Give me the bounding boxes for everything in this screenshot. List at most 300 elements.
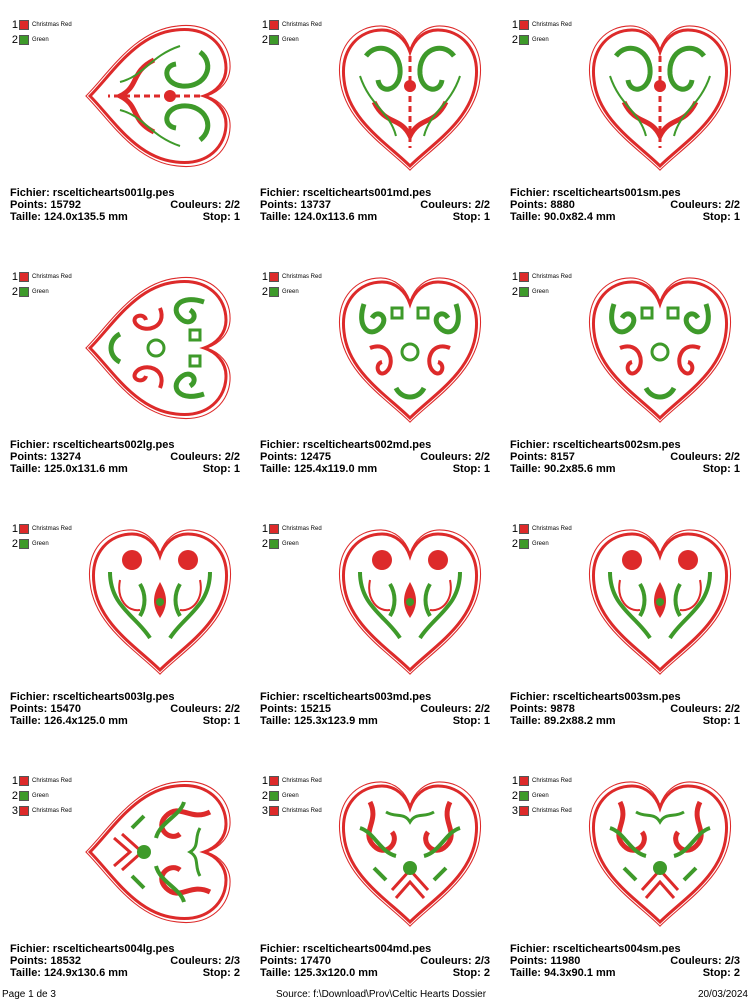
thread-number: 1 xyxy=(261,18,268,31)
file-name-label: Fichier: xyxy=(510,943,553,955)
heart-motif xyxy=(339,26,480,170)
thread-color-name: Christmas Red xyxy=(532,525,572,532)
file-name xyxy=(10,943,174,955)
stop-count-label: Stop: xyxy=(202,967,234,979)
color-count-value: 2/2 xyxy=(724,199,740,211)
info-row-file xyxy=(10,691,240,703)
design-size-label: Taille: xyxy=(510,463,545,475)
thread-legend xyxy=(510,17,572,47)
stop-count-label: Stop: xyxy=(202,211,234,223)
thread-color-name: Green xyxy=(532,36,549,43)
stitch-points xyxy=(10,451,81,463)
thread-color-name: Green xyxy=(32,288,49,295)
info-row-size xyxy=(510,967,740,979)
info-row-points xyxy=(260,451,490,463)
info-row-size xyxy=(10,967,240,979)
color-count-label: Couleurs: xyxy=(170,955,225,967)
thread-legend-row xyxy=(10,773,72,788)
color-count xyxy=(420,703,490,715)
color-count-value: 2/2 xyxy=(724,703,740,715)
thread-color-name: Green xyxy=(32,36,49,43)
stop-count-label: Stop: xyxy=(702,463,734,475)
thread-color-swatch xyxy=(19,524,29,534)
thread-legend xyxy=(510,773,572,818)
design-info xyxy=(10,943,240,979)
thread-legend-row xyxy=(510,803,572,818)
thread-color-swatch xyxy=(269,539,279,549)
stop-count xyxy=(703,967,740,979)
thread-legend-row xyxy=(10,788,72,803)
file-name-label: Fichier: xyxy=(10,943,53,955)
color-count-value: 2/3 xyxy=(724,955,740,967)
info-row-points xyxy=(510,199,740,211)
stitch-points-label: Points: xyxy=(10,955,51,967)
design-info xyxy=(260,439,490,475)
stitch-points-label: Points: xyxy=(260,703,301,715)
design-size xyxy=(510,463,616,475)
file-name xyxy=(260,943,431,955)
thread-number: 2 xyxy=(511,33,518,46)
thread-number: 2 xyxy=(511,789,518,802)
stitch-points-label: Points: xyxy=(260,199,301,211)
thread-color-name: Christmas Red xyxy=(282,525,322,532)
thread-number: 2 xyxy=(511,285,518,298)
embroidery-design-image xyxy=(330,520,490,680)
thread-legend xyxy=(10,773,72,818)
info-row-points xyxy=(10,955,240,967)
color-count xyxy=(670,703,740,715)
design-card xyxy=(500,756,750,1008)
color-count-label: Couleurs: xyxy=(420,703,475,715)
thread-number: 1 xyxy=(511,522,518,535)
stop-count-label: Stop: xyxy=(452,211,484,223)
thread-legend-row xyxy=(260,284,322,299)
info-row-points xyxy=(260,703,490,715)
thread-number: 1 xyxy=(511,270,518,283)
info-row-size xyxy=(10,715,240,727)
file-name-label: Fichier: xyxy=(10,691,53,703)
color-count-label: Couleurs: xyxy=(170,199,225,211)
info-row-file xyxy=(10,187,240,199)
file-name-label: Fichier: xyxy=(260,187,303,199)
thread-color-swatch xyxy=(269,791,279,801)
stitch-points-label: Points: xyxy=(510,451,551,463)
design-card xyxy=(250,252,500,504)
color-count xyxy=(420,199,490,211)
file-name xyxy=(10,439,174,451)
stop-count-label: Stop: xyxy=(702,967,734,979)
stop-count-value: 2 xyxy=(733,967,740,979)
thread-number: 2 xyxy=(511,537,518,550)
info-row-points xyxy=(510,451,740,463)
thread-color-name: Christmas Red xyxy=(32,21,72,28)
info-row-file xyxy=(510,187,740,199)
design-info xyxy=(10,439,240,475)
stop-count-value: 1 xyxy=(733,463,740,475)
thread-legend-row xyxy=(510,773,572,788)
page-footer xyxy=(0,987,750,1003)
design-card xyxy=(250,756,500,1008)
color-count-value: 2/2 xyxy=(724,451,740,463)
stop-count-label: Stop: xyxy=(452,967,484,979)
file-name-value: rsceltichearts003sm.pes xyxy=(552,691,681,703)
stitch-points-value: 8157 xyxy=(550,451,575,463)
stop-count-value: 2 xyxy=(233,967,240,979)
thread-color-swatch xyxy=(19,287,29,297)
stitch-points-label: Points: xyxy=(260,955,301,967)
thread-number: 1 xyxy=(511,18,518,31)
stop-count xyxy=(703,715,740,727)
embroidery-design-image xyxy=(330,16,490,176)
thread-color-swatch xyxy=(269,287,279,297)
thread-legend-row xyxy=(10,521,72,536)
file-name xyxy=(260,187,431,199)
embroidery-design-image xyxy=(580,268,740,428)
info-row-file xyxy=(260,439,490,451)
stop-count-label: Stop: xyxy=(452,463,484,475)
color-count xyxy=(420,955,490,967)
thread-legend xyxy=(510,521,572,551)
thread-number: 1 xyxy=(11,774,18,787)
design-size-value: 89.2x88.2 mm xyxy=(544,715,616,727)
thread-color-swatch xyxy=(269,35,279,45)
thread-number: 1 xyxy=(261,522,268,535)
thread-legend-row xyxy=(260,536,322,551)
stitch-points xyxy=(510,955,580,967)
thread-number: 2 xyxy=(11,33,18,46)
thread-color-name: Christmas Red xyxy=(532,807,572,814)
stitch-points xyxy=(260,451,331,463)
info-row-points xyxy=(510,703,740,715)
thread-color-name: Christmas Red xyxy=(282,807,322,814)
stitch-points-label: Points: xyxy=(10,199,51,211)
thread-number: 1 xyxy=(261,270,268,283)
thread-color-name: Christmas Red xyxy=(32,273,72,280)
design-size xyxy=(10,967,128,979)
info-row-size xyxy=(260,967,490,979)
thread-color-name: Green xyxy=(282,288,299,295)
info-row-file xyxy=(510,691,740,703)
embroidery-design-image xyxy=(80,772,240,932)
stitch-points xyxy=(510,703,575,715)
heart-motif xyxy=(86,277,230,418)
thread-legend-row xyxy=(260,521,322,536)
stop-count xyxy=(203,211,240,223)
design-info xyxy=(510,943,740,979)
thread-legend-row xyxy=(510,269,572,284)
file-name-label: Fichier: xyxy=(260,691,303,703)
design-size xyxy=(260,211,377,223)
thread-number: 2 xyxy=(11,789,18,802)
stitch-points xyxy=(510,199,575,211)
info-row-size xyxy=(260,211,490,223)
design-info xyxy=(510,439,740,475)
thread-number: 3 xyxy=(261,804,268,817)
design-card xyxy=(0,0,250,252)
stop-count-value: 1 xyxy=(733,211,740,223)
stop-count xyxy=(203,967,240,979)
thread-color-swatch xyxy=(519,539,529,549)
stop-count-label: Stop: xyxy=(702,715,734,727)
design-size-label: Taille: xyxy=(10,715,45,727)
color-count-value: 2/2 xyxy=(224,451,240,463)
info-row-file xyxy=(10,943,240,955)
thread-number: 2 xyxy=(261,537,268,550)
thread-legend-row xyxy=(10,803,72,818)
info-row-points xyxy=(10,451,240,463)
color-count xyxy=(170,703,240,715)
embroidery-design-image xyxy=(330,268,490,428)
thread-legend-row xyxy=(10,17,72,32)
thread-color-swatch xyxy=(19,539,29,549)
color-count-value: 2/3 xyxy=(224,955,240,967)
stop-count-label: Stop: xyxy=(202,715,234,727)
thread-color-name: Christmas Red xyxy=(32,807,72,814)
stitch-points-value: 11980 xyxy=(550,955,581,967)
stop-count-value: 1 xyxy=(233,211,240,223)
heart-motif xyxy=(339,530,480,674)
thread-color-name: Christmas Red xyxy=(32,525,72,532)
heart-motif xyxy=(589,26,730,170)
design-card xyxy=(0,252,250,504)
heart-motif xyxy=(589,782,730,926)
stitch-points-value: 15470 xyxy=(50,703,81,715)
thread-color-swatch xyxy=(269,272,279,282)
stop-count-value: 1 xyxy=(483,211,490,223)
color-count xyxy=(670,955,740,967)
design-info xyxy=(260,691,490,727)
thread-color-swatch xyxy=(269,20,279,30)
info-row-file xyxy=(260,691,490,703)
stop-count xyxy=(203,715,240,727)
thread-color-swatch xyxy=(19,272,29,282)
design-size-value: 125.0x131.6 mm xyxy=(44,463,128,475)
design-info xyxy=(260,187,490,223)
stitch-points-label: Points: xyxy=(10,703,51,715)
thread-color-name: Christmas Red xyxy=(532,777,572,784)
design-size-value: 125.4x119.0 mm xyxy=(294,463,378,475)
design-size-value: 124.0x135.5 mm xyxy=(44,211,128,223)
design-size-value: 94.3x90.1 mm xyxy=(544,967,616,979)
info-row-points xyxy=(10,703,240,715)
file-name-value: rsceltichearts004md.pes xyxy=(302,943,432,955)
file-name xyxy=(510,439,681,451)
color-count-label: Couleurs: xyxy=(420,451,475,463)
thread-number: 2 xyxy=(11,537,18,550)
thread-color-name: Christmas Red xyxy=(282,21,322,28)
stop-count-value: 1 xyxy=(733,715,740,727)
file-name xyxy=(510,943,681,955)
info-row-size xyxy=(510,463,740,475)
design-size-value: 90.0x82.4 mm xyxy=(544,211,616,223)
color-count-label: Couleurs: xyxy=(670,955,725,967)
info-row-points xyxy=(510,955,740,967)
file-name xyxy=(10,691,174,703)
thread-color-name: Christmas Red xyxy=(532,273,572,280)
thread-color-name: Green xyxy=(282,792,299,799)
color-count-value: 2/2 xyxy=(474,199,490,211)
design-size xyxy=(510,211,616,223)
stitch-points-value: 13274 xyxy=(50,451,81,463)
stop-count-label: Stop: xyxy=(702,211,734,223)
thread-color-swatch xyxy=(269,524,279,534)
embroidery-design-image xyxy=(580,520,740,680)
design-size-label: Taille: xyxy=(260,715,295,727)
design-size xyxy=(260,967,378,979)
stop-count xyxy=(703,463,740,475)
stop-count-value: 1 xyxy=(483,715,490,727)
thread-legend xyxy=(260,17,322,47)
thread-legend-row xyxy=(510,521,572,536)
thread-legend-row xyxy=(260,788,322,803)
thread-color-swatch xyxy=(519,287,529,297)
stitch-points-value: 18532 xyxy=(50,955,81,967)
design-card xyxy=(500,504,750,756)
info-row-size xyxy=(10,463,240,475)
color-count-label: Couleurs: xyxy=(420,955,475,967)
embroidery-design-image xyxy=(80,16,240,176)
embroidery-design-image xyxy=(580,772,740,932)
color-count xyxy=(670,451,740,463)
thread-color-name: Green xyxy=(32,540,49,547)
design-size-label: Taille: xyxy=(510,967,545,979)
stitch-points xyxy=(10,199,81,211)
thread-legend-row xyxy=(260,773,322,788)
thread-legend-row xyxy=(510,284,572,299)
color-count-label: Couleurs: xyxy=(420,199,475,211)
color-count-value: 2/2 xyxy=(474,703,490,715)
file-name-label: Fichier: xyxy=(510,439,553,451)
info-row-points xyxy=(10,199,240,211)
info-row-file xyxy=(10,439,240,451)
design-info xyxy=(260,943,490,979)
design-size-label: Taille: xyxy=(10,967,45,979)
thread-color-swatch xyxy=(19,35,29,45)
design-size-value: 126.4x125.0 mm xyxy=(44,715,128,727)
design-card xyxy=(0,756,250,1008)
thread-color-name: Green xyxy=(532,540,549,547)
file-name-value: rsceltichearts003md.pes xyxy=(302,691,432,703)
stitch-points-value: 15792 xyxy=(50,199,81,211)
design-card xyxy=(500,252,750,504)
stitch-points xyxy=(260,703,331,715)
embroidery-design-image xyxy=(330,772,490,932)
color-count-value: 2/2 xyxy=(224,703,240,715)
design-size-label: Taille: xyxy=(260,463,295,475)
design-size-value: 125.3x123.9 mm xyxy=(294,715,378,727)
heart-motif xyxy=(589,530,730,674)
thread-color-swatch xyxy=(519,776,529,786)
file-name xyxy=(10,187,174,199)
file-name-label: Fichier: xyxy=(510,691,553,703)
info-row-points xyxy=(260,199,490,211)
thread-legend xyxy=(260,773,322,818)
file-name-label: Fichier: xyxy=(260,439,303,451)
design-size-value: 90.2x85.6 mm xyxy=(544,463,616,475)
thread-legend xyxy=(260,269,322,299)
thread-number: 1 xyxy=(11,522,18,535)
embroidery-design-image xyxy=(80,268,240,428)
stop-count xyxy=(203,463,240,475)
stitch-points-value: 8880 xyxy=(550,199,575,211)
file-name-label: Fichier: xyxy=(510,187,553,199)
thread-legend-row xyxy=(260,269,322,284)
stop-count-value: 1 xyxy=(233,715,240,727)
stop-count-value: 1 xyxy=(483,463,490,475)
print-date: 20/03/2024 xyxy=(697,989,748,1000)
thread-color-swatch xyxy=(519,272,529,282)
stop-count-value: 1 xyxy=(233,463,240,475)
stitch-points xyxy=(510,451,575,463)
thread-number: 3 xyxy=(511,804,518,817)
file-name-label: Fichier: xyxy=(10,439,53,451)
thread-color-swatch xyxy=(519,806,529,816)
color-count xyxy=(170,199,240,211)
color-count-label: Couleurs: xyxy=(670,199,725,211)
thread-legend xyxy=(510,269,572,299)
thread-number: 1 xyxy=(11,270,18,283)
design-size xyxy=(260,463,377,475)
design-card xyxy=(250,0,500,252)
thread-color-name: Green xyxy=(282,36,299,43)
file-name-value: rsceltichearts003lg.pes xyxy=(52,691,175,703)
color-count-label: Couleurs: xyxy=(670,451,725,463)
design-size xyxy=(510,967,616,979)
design-card xyxy=(500,0,750,252)
thread-legend-row xyxy=(260,32,322,47)
design-size-label: Taille: xyxy=(10,463,45,475)
heart-motif xyxy=(589,278,730,422)
thread-color-swatch xyxy=(269,776,279,786)
stop-count-value: 2 xyxy=(483,967,490,979)
thread-legend-row xyxy=(510,788,572,803)
design-info xyxy=(510,691,740,727)
stitch-points-label: Points: xyxy=(260,451,301,463)
color-count xyxy=(420,451,490,463)
file-name-label: Fichier: xyxy=(260,943,303,955)
info-row-size xyxy=(260,715,490,727)
thread-legend xyxy=(10,17,72,47)
thread-color-name: Christmas Red xyxy=(282,777,322,784)
stitch-points-value: 12475 xyxy=(300,451,331,463)
thread-number: 2 xyxy=(261,285,268,298)
thread-number: 1 xyxy=(11,18,18,31)
color-count-label: Couleurs: xyxy=(170,703,225,715)
source-path: Source: f:\Download\Prov\Celtic Hearts Dossier xyxy=(276,989,487,1000)
file-name-value: rsceltichearts004sm.pes xyxy=(552,943,681,955)
stitch-points xyxy=(10,703,81,715)
stitch-points-label: Points: xyxy=(510,199,551,211)
thread-color-name: Christmas Red xyxy=(282,273,322,280)
thread-color-swatch xyxy=(19,806,29,816)
info-row-size xyxy=(510,211,740,223)
color-count-value: 2/2 xyxy=(474,451,490,463)
thread-color-swatch xyxy=(269,806,279,816)
stitch-points xyxy=(10,955,81,967)
thread-number: 1 xyxy=(261,774,268,787)
file-name xyxy=(510,187,681,199)
thread-color-swatch xyxy=(19,776,29,786)
stop-count-label: Stop: xyxy=(202,463,234,475)
thread-legend xyxy=(10,521,72,551)
color-count-value: 2/2 xyxy=(224,199,240,211)
thread-color-name: Green xyxy=(532,792,549,799)
design-info xyxy=(10,691,240,727)
stop-count xyxy=(453,463,490,475)
file-name-value: rsceltichearts001lg.pes xyxy=(52,187,175,199)
color-count-label: Couleurs: xyxy=(170,451,225,463)
stitch-points-label: Points: xyxy=(10,451,51,463)
